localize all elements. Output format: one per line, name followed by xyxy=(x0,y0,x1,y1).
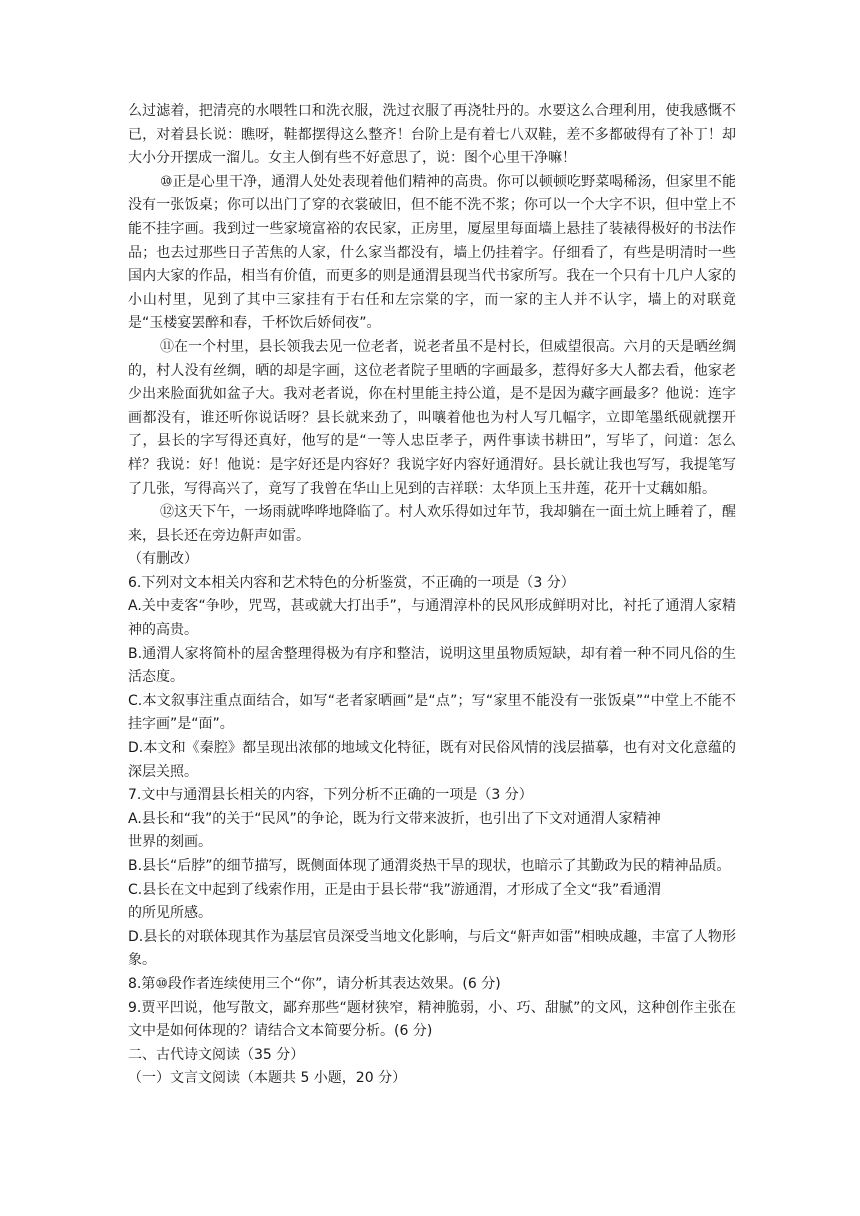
question-7-option-c-line1: C.县长在文中起到了线索作用，正是由于县长带“我”游通渭，才形成了全文“我”看通渭 xyxy=(128,881,662,898)
question-6-option-c: C.本文叙事注重点面结合，如写“老者家晒画”是“点”；写“家里不能没有一张饭桌”“中堂上不能不挂字画”是“面”。 xyxy=(128,692,736,733)
question-7-option-d: D.县长的对联体现其作为基层官员深受当地文化影响，与后文“鼾声如雷”相映成趣，丰富了人物形象。 xyxy=(128,928,736,969)
question-7-option-c-line2: 的所见所感。 xyxy=(128,905,212,922)
paragraph-continued: 么过滤着，把清亮的水喂牲口和洗衣服，洗过衣服了再浇牡丹的。水要这么合理利用，使我感慨不已，对着县长说：瞧呀，鞋都摆得这么整齐！台阶上是有着七八双鞋，差不多都破得有了补丁！却大小分开摆成一溜儿。女主人倒有些不好意思了，说：图个心里干净嘛！ xyxy=(128,103,736,167)
question-6: 6.下列对文本相关内容和艺术特色的分析鉴赏，不正确的一项是（3 分） xyxy=(128,574,575,591)
question-7-option-a-line2: 世界的刻画。 xyxy=(128,834,212,851)
question-7-option-a-line1: A.县长和“我”的关于“民风”的争论，既为行文带来波折，也引出了下文对通渭人家精神 xyxy=(128,810,661,827)
paragraph-11: ⑪在一个村里，县长领我去见一位老者，说老者虽不是村长，但威望很高。六月的天是晒丝绸的，村人没有丝绸，晒的却是字画，这位老者院子里晒的字画最多，惹得好多大人都去看，他家老少出来脸面犹如盆子大。我对老者说，你在村里能主持公道，是不是因为藏字画最多？他说：连字画都没有，谁还听你说话呀？县长就来劲了，叫嚷着他也为村人写几幅字，立即笔墨纸砚就摆开了，县长的字写得还真好，他写的是“一等人忠臣孝子，两件事读书耕田”，写毕了，问道：怎么样？我说：好！他说：是字好还是内容好？我说字好内容好通渭好。县长就让我也写写，我提笔写了几张，写得高兴了，竟写了我曾在华山上见到的吉祥联：太华顶上玉井莲，花开十丈藕如船。 xyxy=(128,338,736,497)
question-9: 9.贾平凹说，他写散文，鄙弃那些“题材狭窄，精神脆弱，小、巧、甜腻”的文风，这种创作主张在文中是如何体现的？请结合文本简要分析。(6 分) xyxy=(128,999,736,1040)
question-6-option-b: B.通渭人家将简朴的屋舍整理得极为有序和整洁，说明这里虽物质短缺，却有着一种不同凡俗的生活态度。 xyxy=(128,645,736,686)
question-6-option-d: D.本文和《秦腔》都呈现出浓郁的地域文化特征，既有对民俗风情的浅层描摹，也有对文化意蕴的深层关照。 xyxy=(128,740,736,780)
paragraph-12: ⑫这天下午，一场雨就哗哗地降临了。村人欢乐得如过年节，我却躺在一面土炕上睡着了，醒来，县长还在旁边鼾声如雷。 xyxy=(128,504,736,544)
question-8: 8.第⑩段作者连续使用三个“你”，请分析其表达效果。(6 分) xyxy=(128,975,501,992)
source-note: （有删改） xyxy=(128,551,198,568)
document-page xyxy=(128,100,736,1091)
paragraph-10: ⑩正是心里干净，通渭人处处表现着他们精神的高贵。你可以顿顿吃野菜喝稀汤，但家里不能没有一张饭桌；你可以出门了穿的衣裳破旧，但不能不洗不浆；你可以一个大字不识，但中堂上不能不挂字画。我到过一些家境富裕的农民家，正房里，厦屋里每面墙上悬挂了装裱得极好的书法作品；也去过那些日子苦焦的人家，什么家当都没有，墙上仍挂着字。仔细看了，有些是明清时一些国内大家的作品，相当有价值，而更多的则是通渭县现当代书家所写。我在一个只有十几户人家的小山村里，见到了其中三家挂有于右任和左宗棠的字，而一家的主人并不认字，墙上的对联竟是“玉楼宴罢醉和春，千杯饮后娇伺夜”。 xyxy=(128,173,736,332)
section-heading-2: 二、古代诗文阅读（35 分） xyxy=(128,1046,305,1063)
question-6-option-a: A.关中麦客“争吵，咒骂，甚或就大打出手”，与通渭淳朴的民风形成鲜明对比，衬托了通渭人家精神的高贵。 xyxy=(128,598,736,639)
question-7-option-b: B.县长“后脖”的细节描写，既侧面体现了通渭炎热干旱的现状，也暗示了其勤政为民的精神品质。 xyxy=(128,858,731,874)
subsection-heading-2-1: （一）文言文阅读（本题共 5 小题，20 分） xyxy=(128,1070,407,1087)
question-7: 7.文中与通渭县长相关的内容，下列分析不正确的一项是（3 分） xyxy=(128,787,533,804)
